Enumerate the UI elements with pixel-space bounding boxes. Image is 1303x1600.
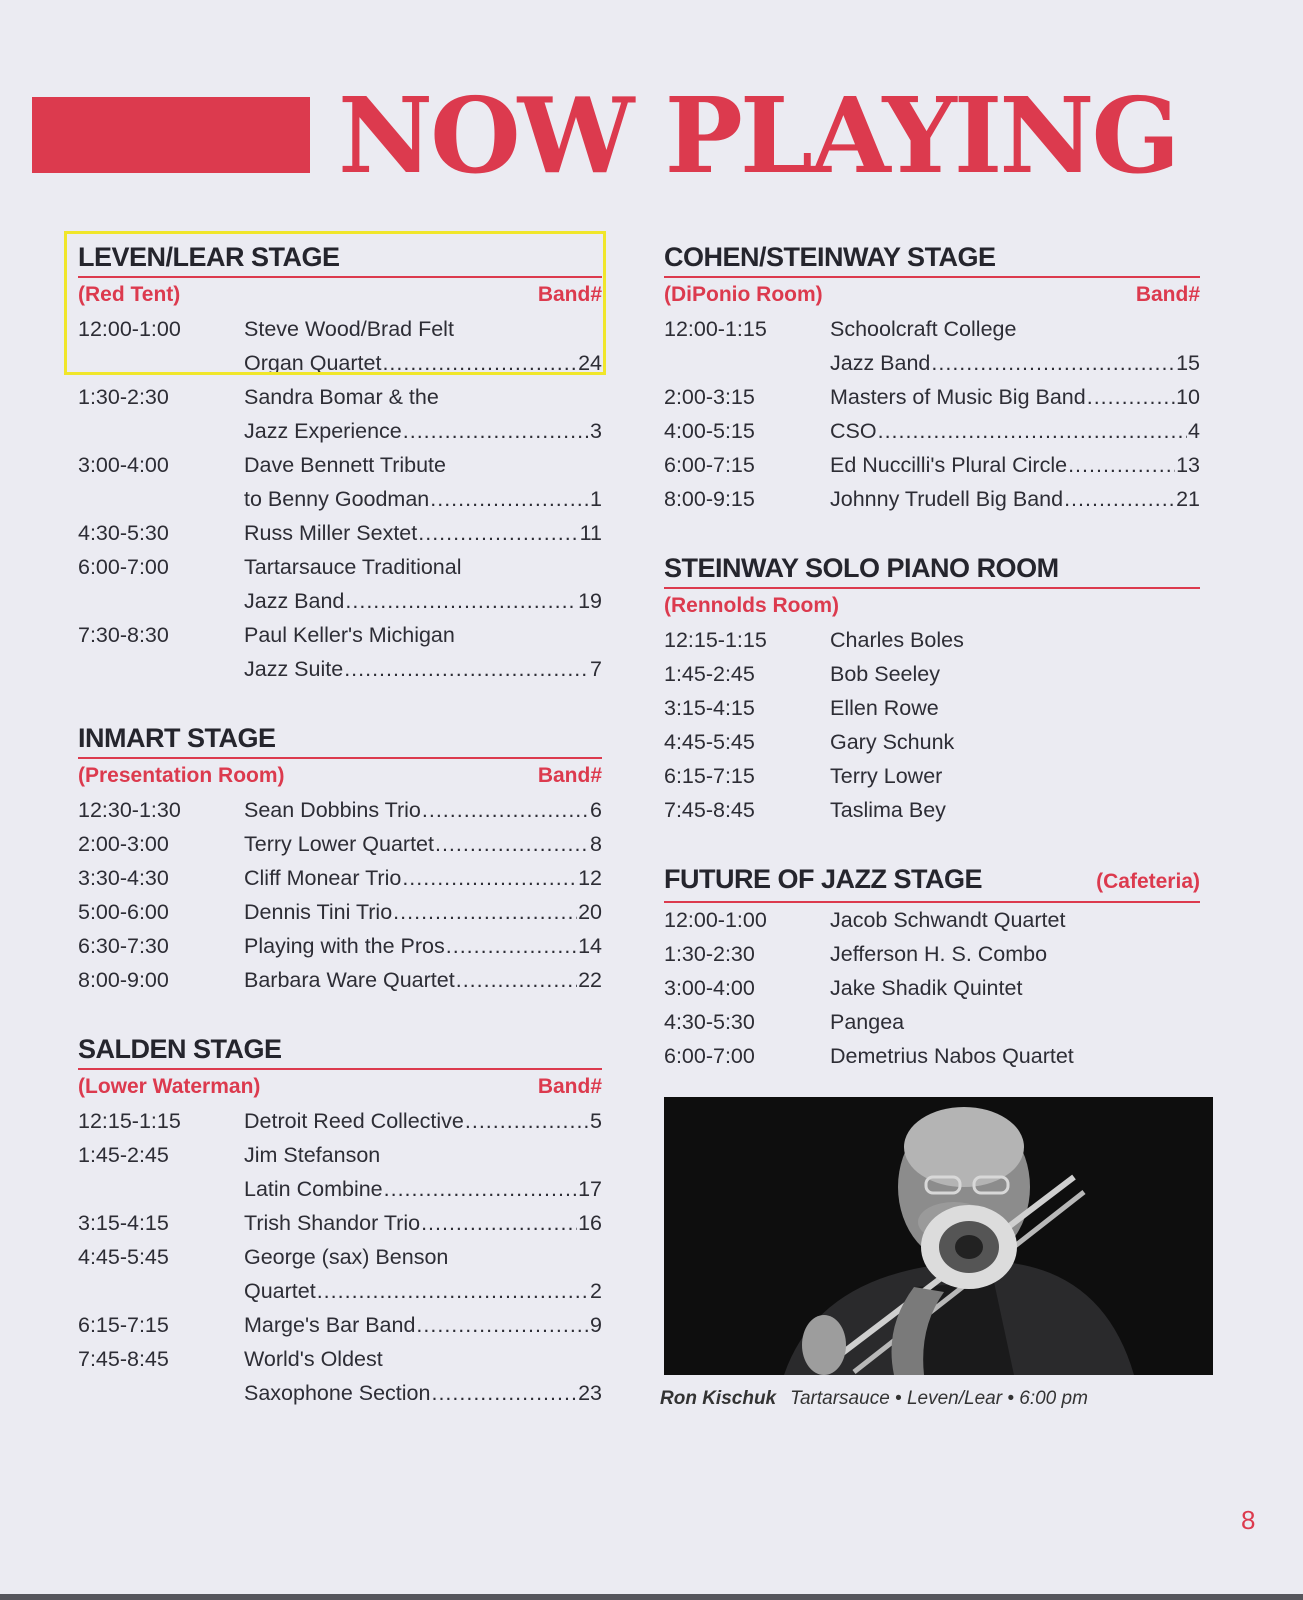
band-number: 21: [1176, 487, 1200, 511]
time-slot: 1:45-2:45: [78, 1143, 169, 1167]
schedule-entry: [78, 1206, 602, 1240]
band-name: [244, 895, 602, 929]
band-name-text: Saxophone Section: [244, 1381, 431, 1405]
band-name-text: Masters of Music Big Band: [830, 385, 1086, 409]
band-line: [244, 482, 602, 516]
time-slot: 3:30-4:30: [78, 866, 169, 890]
band-line: [244, 861, 602, 895]
stage-section: [78, 1032, 602, 1410]
time-slot: 4:30-5:30: [78, 521, 169, 545]
band-name: [830, 380, 1200, 414]
stage-heading-row: [664, 862, 1200, 899]
dot-leader: [345, 584, 577, 618]
band-name: [830, 657, 1200, 691]
band-name-text: Barbara Ware Quartet: [244, 968, 455, 992]
band-name-text: Jazz Experience: [244, 419, 402, 443]
band-name-text: Pangea: [830, 1010, 905, 1034]
time-slot: 6:00-7:00: [78, 555, 169, 579]
time-slot: 3:00-4:00: [664, 976, 755, 1000]
band-name-text: Ed Nuccilli's Plural Circle: [830, 453, 1068, 477]
schedule-entry: [78, 895, 602, 929]
schedule-entry: [664, 971, 1200, 1005]
band-number: 9: [590, 1313, 602, 1337]
band-line: [244, 1206, 602, 1240]
band-number: 19: [578, 589, 602, 613]
band-name-text: Cliff Monear Trio: [244, 866, 402, 890]
schedule-entry: [78, 448, 602, 516]
band-name-text: Bob Seeley: [830, 662, 940, 686]
band-name: [244, 550, 602, 618]
dot-leader: [393, 895, 577, 929]
band-name-text: Tartarsauce Traditional: [244, 555, 462, 579]
schedule-entry: [78, 929, 602, 963]
dot-leader: [418, 516, 578, 550]
time-slot: 2:00-3:00: [78, 832, 169, 856]
schedule-entry: [664, 482, 1200, 516]
schedule-entry: [664, 793, 1200, 827]
band-name: [244, 929, 602, 963]
time-slot: 12:30-1:30: [78, 798, 181, 822]
time-slot: 4:45-5:45: [78, 1245, 169, 1269]
dot-leader: [878, 414, 1187, 448]
band-name-text: Latin Combine: [244, 1177, 383, 1201]
stage-subheading: [664, 589, 1200, 623]
band-name-text: Jazz Band: [244, 589, 345, 613]
band-name-text: Terry Lower: [830, 764, 943, 788]
dot-leader: [421, 1206, 577, 1240]
band-line: [244, 963, 602, 997]
band-number: 24: [578, 351, 602, 375]
band-name: [244, 448, 602, 516]
schedule-entry: [664, 725, 1200, 759]
time-slot: 5:00-6:00: [78, 900, 169, 924]
band-name: [830, 1039, 1200, 1073]
band-name-text: to Benny Goodman: [244, 487, 430, 511]
trombonist-photo-illustration: [664, 1097, 1213, 1375]
schedule-entry: [664, 312, 1200, 380]
stage-section: [78, 721, 602, 997]
time-slot: 7:30-8:30: [78, 623, 169, 647]
band-name: [244, 1138, 602, 1206]
band-name: [830, 971, 1200, 1005]
band-name: [830, 725, 1200, 759]
band-name: [244, 963, 602, 997]
band-line: [244, 584, 602, 618]
time-slot: 6:15-7:15: [78, 1313, 169, 1337]
band-name: [244, 861, 602, 895]
dot-leader: [430, 482, 589, 516]
band-name-text: Paul Keller's Michigan: [244, 623, 455, 647]
band-line: [244, 929, 602, 963]
dot-leader: [384, 1172, 577, 1206]
band-number-label: Band#: [537, 1075, 602, 1098]
time-slot: 12:00-1:15: [664, 317, 767, 341]
band-name-text: Playing with the Pros: [244, 934, 445, 958]
band-name-text: Dave Bennett Tribute: [244, 453, 446, 477]
dot-leader: [422, 793, 589, 827]
schedule-entry: [78, 1104, 602, 1138]
time-slot: 6:00-7:00: [664, 1044, 755, 1068]
dot-leader: [402, 861, 577, 895]
stage-title: COHEN/STEINWAY STAGE: [664, 242, 996, 272]
stage-subheading: [78, 278, 602, 312]
schedule-entry: [78, 827, 602, 861]
band-line: [244, 1376, 602, 1410]
band-name: [830, 793, 1200, 827]
band-name: [244, 618, 602, 686]
band-number: 15: [1176, 351, 1200, 375]
dot-leader: [435, 827, 589, 861]
time-slot: 8:00-9:00: [78, 968, 169, 992]
band-name: [244, 380, 602, 448]
band-name-text: Trish Shandor Trio: [244, 1211, 421, 1235]
time-slot: 1:30-2:30: [78, 385, 169, 409]
band-line: [830, 482, 1200, 516]
band-line: [244, 1172, 602, 1206]
band-line: [830, 380, 1200, 414]
band-name-text: Johnny Trudell Big Band: [830, 487, 1064, 511]
stage-section: [664, 862, 1200, 1073]
schedule-entry: [664, 380, 1200, 414]
stage-location: (Rennolds Room): [664, 594, 839, 617]
band-number: 12: [578, 866, 602, 890]
schedule-entry: [78, 963, 602, 997]
band-line: [244, 793, 602, 827]
stage-subheading: [78, 1070, 602, 1104]
band-name: [830, 448, 1200, 482]
band-name-text: CSO: [830, 419, 877, 443]
schedule-entry: [664, 448, 1200, 482]
band-name: [244, 793, 602, 827]
time-slot: 3:00-4:00: [78, 453, 169, 477]
band-name: [830, 623, 1200, 657]
schedule-entry: [78, 861, 602, 895]
dot-leader: [1087, 380, 1175, 414]
schedule-entry: [664, 657, 1200, 691]
schedule-entry: [78, 550, 602, 618]
stage-section: [664, 551, 1200, 827]
band-name: [244, 1104, 602, 1138]
stage-location: (Lower Waterman): [78, 1075, 261, 1098]
band-name: [244, 312, 602, 380]
schedule-entry: [664, 1005, 1200, 1039]
band-name-text: Steve Wood/Brad Felt: [244, 317, 454, 341]
schedule-entry: [664, 623, 1200, 657]
band-number: 10: [1176, 385, 1200, 409]
schedule-entry: [78, 1240, 602, 1308]
dot-leader: [465, 1104, 589, 1138]
time-slot: 8:00-9:15: [664, 487, 755, 511]
band-number: 1: [590, 487, 602, 511]
time-slot: 1:45-2:45: [664, 662, 755, 686]
stage-title: STEINWAY SOLO PIANO ROOM: [664, 553, 1059, 583]
time-slot: 6:15-7:15: [664, 764, 755, 788]
band-number: 22: [578, 968, 602, 992]
band-name: [830, 312, 1200, 380]
dot-leader: [431, 1376, 577, 1410]
band-name: [830, 414, 1200, 448]
time-slot: 12:15-1:15: [664, 628, 767, 652]
time-slot: 12:00-1:00: [664, 908, 767, 932]
performer-photo: [664, 1097, 1213, 1375]
band-name-text: Demetrius Nabos Quartet: [830, 1044, 1074, 1068]
stage-location: (Cafeteria): [1096, 870, 1200, 893]
dot-leader: [931, 346, 1175, 380]
band-name: [830, 691, 1200, 725]
band-line: [830, 346, 1200, 380]
stage-section: [78, 240, 602, 686]
time-slot: 6:00-7:15: [664, 453, 755, 477]
stage-section: [664, 240, 1200, 516]
schedule-entry: [78, 1138, 602, 1206]
band-name-text: Jacob Schwandt Quartet: [830, 908, 1066, 932]
page-bottom-edge: [0, 1594, 1303, 1600]
band-name-text: Quartet: [244, 1279, 316, 1303]
page-number: 8: [1241, 1505, 1256, 1535]
stage-location: (Red Tent): [78, 283, 181, 306]
right-column: [664, 240, 1200, 1108]
band-name-text: Detroit Reed Collective: [244, 1109, 464, 1133]
band-name-text: Organ Quartet: [244, 351, 382, 375]
band-name: [830, 482, 1200, 516]
band-name-text: Dennis Tini Trio: [244, 900, 393, 924]
band-number-label: Band#: [537, 764, 602, 787]
band-line: [244, 516, 602, 550]
stage-title: LEVEN/LEAR STAGE: [78, 242, 340, 272]
stage-location: (DiPonio Room): [664, 283, 823, 306]
band-name-text: George (sax) Benson: [244, 1245, 449, 1269]
time-slot: 12:00-1:00: [78, 317, 181, 341]
band-number-label: Band#: [1135, 283, 1200, 306]
band-name-text: Jefferson H. S. Combo: [830, 942, 1048, 966]
band-line: [244, 652, 602, 686]
band-number: 7: [590, 657, 602, 681]
band-name-text: Marge's Bar Band: [244, 1313, 416, 1337]
band-name-text: Sandra Bomar & the: [244, 385, 439, 409]
schedule-entry: [78, 516, 602, 550]
time-slot: 1:30-2:30: [664, 942, 755, 966]
page-title: NOW PLAYING: [338, 74, 1178, 197]
time-slot: 6:30-7:30: [78, 934, 169, 958]
band-name: [830, 903, 1200, 937]
dot-leader: [317, 1274, 589, 1308]
photo-caption: [660, 1388, 1088, 1410]
dot-leader: [456, 963, 577, 997]
schedule-entry: [664, 1039, 1200, 1073]
dot-leader: [1068, 448, 1175, 482]
page-header: [0, 0, 1303, 230]
band-line: [244, 1308, 602, 1342]
band-name: [830, 937, 1200, 971]
dot-leader: [344, 652, 589, 686]
time-slot: 12:15-1:15: [78, 1109, 181, 1133]
band-line: [244, 414, 602, 448]
band-number: 20: [578, 900, 602, 924]
stage-location: (Presentation Room): [78, 764, 285, 787]
band-number: 4: [1188, 419, 1200, 443]
schedule-entry: [78, 618, 602, 686]
caption-detail: Tartarsauce • Leven/Lear • 6:00 pm: [790, 1388, 1088, 1409]
time-slot: 4:30-5:30: [664, 1010, 755, 1034]
band-number: 23: [578, 1381, 602, 1405]
band-name-text: Jazz Suite: [244, 657, 344, 681]
time-slot: 7:45-8:45: [664, 798, 755, 822]
left-column: [78, 240, 602, 1445]
schedule-entry: [664, 937, 1200, 971]
band-name: [244, 1308, 602, 1342]
band-line: [244, 827, 602, 861]
dot-leader: [416, 1308, 589, 1342]
time-slot: 7:45-8:45: [78, 1347, 169, 1371]
stage-subheading: [664, 278, 1200, 312]
band-name-text: Schoolcraft College: [830, 317, 1017, 341]
schedule-entry: [78, 312, 602, 380]
dot-leader: [1064, 482, 1175, 516]
schedule-entry: [664, 414, 1200, 448]
band-name-text: Russ Miller Sextet: [244, 521, 418, 545]
time-slot: 3:15-4:15: [78, 1211, 169, 1235]
band-line: [244, 1274, 602, 1308]
band-name-text: Taslima Bey: [830, 798, 946, 822]
schedule-entry: [664, 903, 1200, 937]
time-slot: 2:00-3:15: [664, 385, 755, 409]
schedule-entry: [78, 380, 602, 448]
stage-title: FUTURE OF JAZZ STAGE: [664, 864, 982, 894]
band-name: [244, 1240, 602, 1308]
schedule-entry: [78, 793, 602, 827]
band-name: [830, 759, 1200, 793]
header-red-bar: [32, 97, 310, 173]
schedule-entry: [78, 1308, 602, 1342]
band-line: [830, 448, 1200, 482]
band-name: [244, 827, 602, 861]
stage-subheading: [78, 759, 602, 793]
band-number: 13: [1176, 453, 1200, 477]
caption-name: Ron Kischuk: [660, 1388, 777, 1409]
stage-title: SALDEN STAGE: [78, 1034, 282, 1064]
band-number: 3: [590, 419, 602, 443]
band-number: 2: [590, 1279, 602, 1303]
band-name-text: Jake Shadik Quintet: [830, 976, 1023, 1000]
band-name-text: Ellen Rowe: [830, 696, 939, 720]
band-name-text: Charles Boles: [830, 628, 964, 652]
band-line: [244, 346, 602, 380]
band-number: 16: [578, 1211, 602, 1235]
band-line: [244, 895, 602, 929]
band-name-text: Jim Stefanson: [244, 1143, 381, 1167]
band-name: [244, 1342, 602, 1410]
band-number: 6: [590, 798, 602, 822]
schedule-entry: [664, 759, 1200, 793]
band-line: [244, 1104, 602, 1138]
band-name-text: Sean Dobbins Trio: [244, 798, 421, 822]
schedule-entry: [664, 691, 1200, 725]
band-name-text: Terry Lower Quartet: [244, 832, 434, 856]
band-line: [830, 414, 1200, 448]
band-number: 11: [579, 521, 602, 545]
band-name-text: World's Oldest: [244, 1347, 383, 1371]
time-slot: 3:15-4:15: [664, 696, 755, 720]
band-name: [244, 516, 602, 550]
band-number-label: Band#: [537, 283, 602, 306]
schedule-entry: [78, 1342, 602, 1410]
band-name-text: Gary Schunk: [830, 730, 955, 754]
stage-title: INMART STAGE: [78, 723, 276, 753]
dot-leader: [403, 414, 589, 448]
band-number: 8: [590, 832, 602, 856]
band-name-text: Jazz Band: [830, 351, 931, 375]
band-name: [830, 1005, 1200, 1039]
time-slot: 4:00-5:15: [664, 419, 755, 443]
band-number: 17: [578, 1177, 602, 1201]
dot-leader: [446, 929, 577, 963]
dot-leader: [382, 346, 577, 380]
band-name: [244, 1206, 602, 1240]
time-slot: 4:45-5:45: [664, 730, 755, 754]
band-number: 5: [590, 1109, 602, 1133]
band-number: 14: [578, 934, 602, 958]
